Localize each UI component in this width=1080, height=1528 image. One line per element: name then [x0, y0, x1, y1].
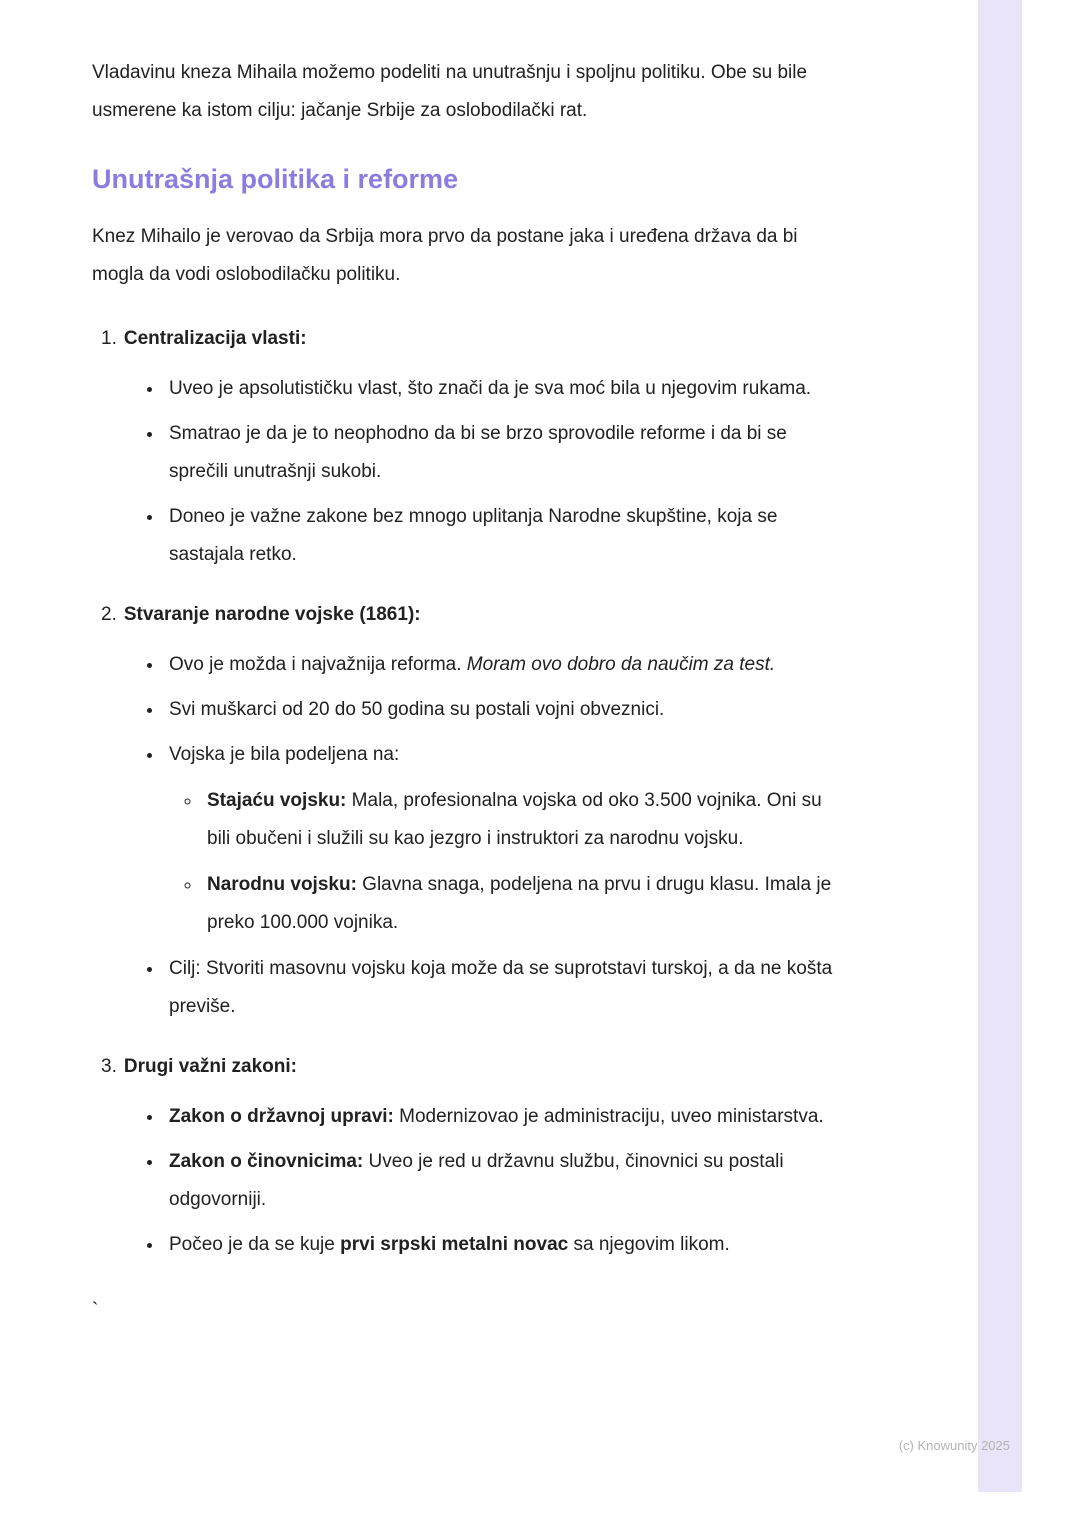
bullet-item: [164, 1226, 840, 1264]
bullet-bold-text: Zakon o državnoj upravi:: [169, 1106, 394, 1127]
item-number: 2.: [101, 604, 117, 625]
item-number: 3.: [101, 1056, 117, 1077]
numbered-list: [92, 320, 840, 1264]
stray-character: `: [92, 1300, 99, 1321]
sub-bullet-text: Mala, profesionalna vojska od oko 3.500 vojnika. Oni su bili obučeni i služili su kao jezgro i instruktori za narodnu vojsku.: [207, 790, 822, 849]
bullet-item: [164, 370, 840, 408]
document-content: [92, 54, 840, 1330]
bullet-item: [164, 1143, 840, 1219]
item-heading-row: [92, 596, 840, 634]
watermark: (c) Knowunity 2025: [898, 1438, 1010, 1453]
bullet-text: Ovo je možda i najvažnija reforma.: [169, 654, 467, 675]
bullet-item: [164, 950, 840, 1026]
bullet-italic-text: Moram ovo dobro da naučim za test.: [466, 654, 776, 675]
section-heading: Unutrašnja politika i reforme: [92, 164, 459, 194]
bullet-list: [92, 1098, 840, 1264]
bullet-item: [164, 1098, 840, 1136]
item-number: 1.: [101, 328, 117, 349]
bullet-bold-text: Zakon o činovnicima:: [169, 1151, 364, 1172]
bullet-text: Cilj: Stvoriti masovnu vojsku koja može da se suprotstavi turskoj, a da ne košta previše.: [169, 958, 833, 1017]
intro-paragraph: Vladavinu kneza Mihaila možemo podeliti na unutrašnju i spoljnu politiku. Obe su bile usmerene ka istom cilju: jačanje Srbije za oslobodilački rat.: [92, 62, 808, 121]
sub-bullet-bold-text: Narodnu vojsku:: [207, 874, 357, 895]
lead-paragraph: Knez Mihailo je verovao da Srbija mora prvo da postane jaka i uređena država da bi mogla da vodi oslobodilačku politiku.: [92, 226, 798, 285]
list-item-centralizacija-vlasti: [92, 320, 840, 574]
bullet-text: Uveo je red u državnu službu, činovnici su postali odgovorniji.: [169, 1151, 784, 1210]
item-heading-row: [92, 320, 840, 358]
bullet-text: Vojska je bila podeljena na:: [169, 744, 400, 765]
item-title: Centralizacija vlasti:: [123, 328, 307, 349]
page-edge-stripe: [978, 0, 1022, 1492]
bullet-text: Modernizovao je administraciju, uveo ministarstva.: [393, 1106, 824, 1127]
bullet-item: [164, 646, 840, 684]
bullet-item: [164, 736, 840, 942]
bullet-text-after: sa njegovim likom.: [568, 1234, 730, 1255]
bullet-text: Počeo je da se kuje: [169, 1234, 341, 1255]
item-title: Drugi važni zakoni:: [123, 1056, 297, 1077]
sub-bullet-list: [169, 782, 840, 942]
bullet-item: [164, 691, 840, 729]
bullet-text: Uveo je apsolutističku vlast, što znači da je sva moć bila u njegovim rukama.: [169, 378, 812, 399]
list-item-drugi-zakoni: [92, 1048, 840, 1264]
sub-bullet-text: Glavna snaga, podeljena na prvu i drugu klasu. Imala je preko 100.000 vojnika.: [207, 874, 832, 933]
sub-bullet-bold-text: Stajaću vojsku:: [207, 790, 347, 811]
bullet-item: [164, 498, 840, 574]
item-heading-row: [92, 1048, 840, 1086]
bullet-text: Svi muškarci od 20 do 50 godina su postali vojni obveznici.: [169, 699, 665, 720]
bullet-list: [92, 646, 840, 1026]
item-title: Stvaranje narodne vojske (1861):: [123, 604, 421, 625]
list-item-narodna-vojska: [92, 596, 840, 1026]
sub-bullet-item: [202, 866, 840, 942]
bullet-item: [164, 415, 840, 491]
bullet-text: Smatrao je da je to neophodno da bi se brzo sprovodile reforme i da bi se sprečili unutrašnji sukobi.: [169, 423, 787, 482]
bullet-list: [92, 370, 840, 574]
bullet-bold-text: prvi srpski metalni novac: [340, 1234, 569, 1255]
sub-bullet-item: [202, 782, 840, 858]
bullet-text: Doneo je važne zakone bez mnogo uplitanja Narodne skupštine, koja se sastajala retko.: [169, 506, 778, 565]
